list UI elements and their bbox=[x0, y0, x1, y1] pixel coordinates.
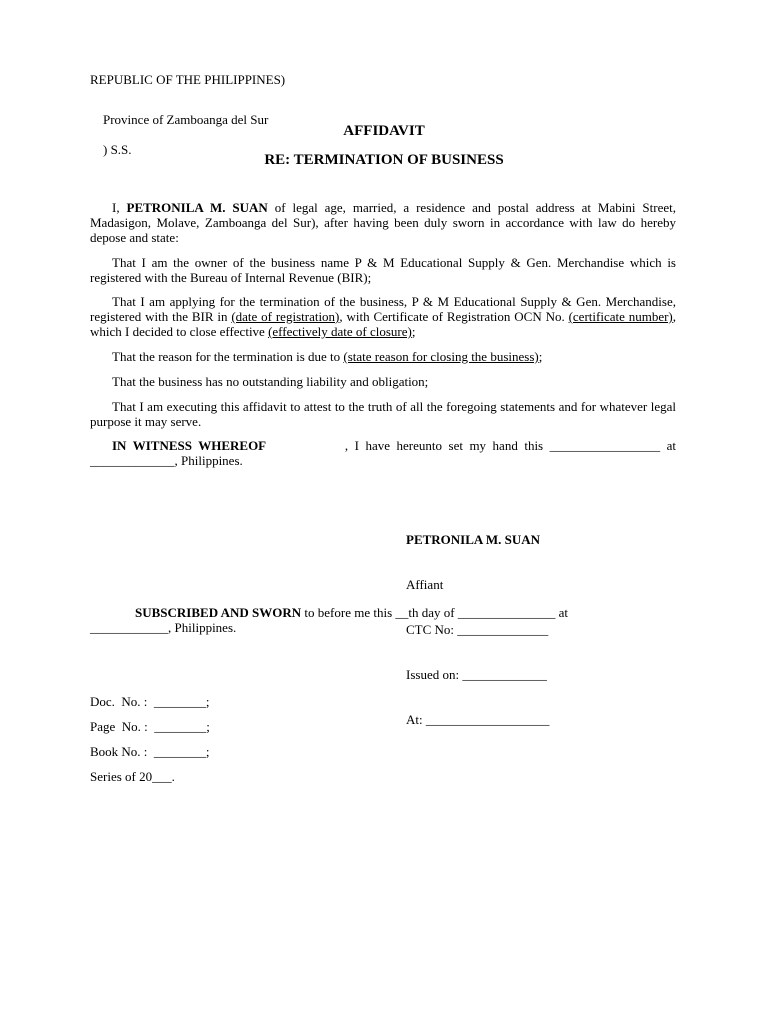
date-of-closure: (effectively date of closure) bbox=[268, 324, 412, 339]
owner-text: That I am the owner of the business name P & M Educational Supply & Gen. Merchandise which is registered with the Bureau of Internal Revenue (BIR); bbox=[90, 255, 676, 285]
certificate-number: (certificate number) bbox=[568, 309, 673, 324]
date-of-registration: (date of registration) bbox=[231, 309, 340, 324]
liability-paragraph bbox=[90, 374, 676, 389]
issued-at-line: At: ___________________ bbox=[406, 712, 550, 727]
signature-role: Affiant bbox=[406, 577, 444, 592]
applying-text-c: , which I decided to close effective bbox=[90, 309, 677, 339]
ss-text: ) S.S. bbox=[103, 142, 132, 157]
page-number-line: Page No. : ________; bbox=[90, 719, 210, 734]
sworn-paragraph bbox=[90, 605, 676, 635]
issued-on-line: Issued on: _____________ bbox=[406, 667, 547, 682]
affiant-name-bold: PETRONILA M. SUAN bbox=[126, 200, 268, 215]
witness-bold: IN WITNESS WHEREOF bbox=[112, 438, 267, 453]
signature-name: PETRONILA M. SUAN bbox=[406, 532, 540, 547]
closing-reason: (state reason for closing the business) bbox=[343, 349, 539, 364]
intro-rest: of legal age, married, a residence and postal address at Mabini Street, Madasigon, Molave, Zamboanga del Sur), after having been duly sworn in accordance with law do hereby depose and state: bbox=[90, 200, 676, 245]
intro-paragraph bbox=[90, 200, 676, 245]
sworn-line2: ____________, Philippines. bbox=[90, 620, 237, 635]
applying-text-d: ; bbox=[411, 324, 416, 339]
reason-paragraph bbox=[90, 349, 676, 364]
province-text: Province of Zamboanga del Sur bbox=[103, 112, 269, 127]
sworn-rest: to before me this __th day of _______________ at bbox=[301, 605, 568, 620]
republic-header: REPUBLIC OF THE PHILIPPINES) bbox=[90, 72, 286, 87]
witness-rest: , I have hereunto set my hand this _________________ at bbox=[344, 438, 676, 453]
liability-text: That the business has no outstanding liability and obligation; bbox=[112, 374, 429, 389]
series-line: Series of 20___. bbox=[90, 769, 175, 784]
owner-paragraph bbox=[90, 255, 676, 285]
applying-text-a: That I am applying for the termination of the business, P & M Educational Supply & Gen. Merchandise, registered with the BIR in bbox=[90, 294, 676, 324]
executing-paragraph bbox=[90, 399, 676, 429]
reason-text-b: ; bbox=[538, 349, 543, 364]
doc-number-line: Doc. No. : ________; bbox=[90, 694, 210, 709]
intro-i: I, bbox=[112, 200, 127, 215]
book-number-line: Book No. : ________; bbox=[90, 744, 210, 759]
applying-text-b: , with Certificate of Registration OCN No. bbox=[339, 309, 569, 324]
applying-paragraph bbox=[90, 294, 676, 339]
document-subtitle: RE: TERMINATION OF BUSINESS bbox=[264, 152, 504, 168]
document-title: AFFIDAVIT bbox=[343, 123, 425, 139]
reason-text-a: That the reason for the termination is due to bbox=[112, 349, 344, 364]
witness-paragraph bbox=[90, 438, 676, 468]
ctc-number-line: CTC No: ______________ bbox=[406, 622, 549, 637]
executing-text: That I am executing this affidavit to attest to the truth of all the foregoing statements and for whatever legal purpose it may serve. bbox=[90, 399, 676, 429]
witness-line2: _____________, Philippines. bbox=[90, 453, 243, 468]
sworn-bold: SUBSCRIBED AND SWORN bbox=[135, 605, 302, 620]
